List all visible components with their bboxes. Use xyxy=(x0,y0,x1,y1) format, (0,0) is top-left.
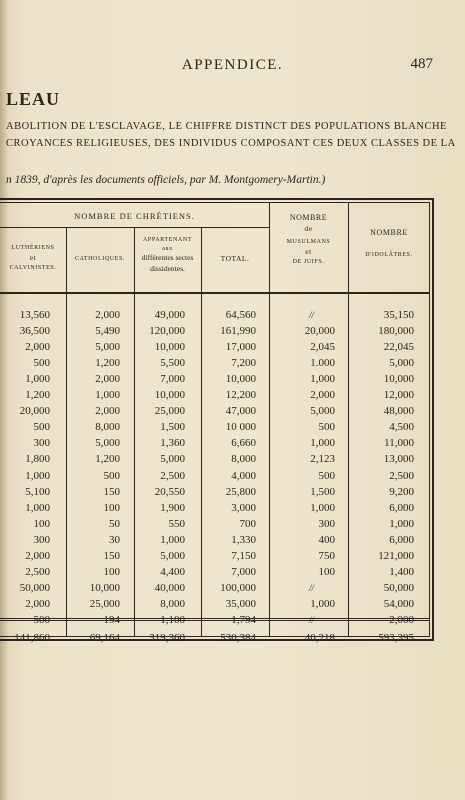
table-cell: 20,000 xyxy=(304,325,335,337)
source-line: n 1839, d'après les documents officiels, par M. Montgomery-Martin.) xyxy=(6,174,326,186)
header-lutheriens: LUTHÉRIENS et CALVINISTES. xyxy=(9,245,57,271)
table-cell: 300 xyxy=(318,518,335,530)
table-cell: 100 xyxy=(33,518,50,530)
table-cell: 2,000 xyxy=(95,309,120,321)
table-cell: 5,000 xyxy=(160,453,185,465)
table-cell: 2,000 xyxy=(95,373,120,385)
table-cell: 20,550 xyxy=(154,486,185,498)
header-catholiques: CATHOLIQUES. xyxy=(74,256,126,262)
table-cell: 12,200 xyxy=(225,389,256,401)
table-cell: 10,000 xyxy=(154,341,185,353)
table-cell: 500 xyxy=(33,421,50,433)
totals-top-rule-double xyxy=(0,620,430,621)
header-bottom-rule xyxy=(0,292,430,294)
table-cell: 300 xyxy=(33,437,50,449)
table-cell: 30 xyxy=(109,534,120,546)
table-cell: 100 xyxy=(318,566,335,578)
table-cell: 1,000 xyxy=(160,534,185,546)
table-cell: 500 xyxy=(318,421,335,433)
total-cell: 69,164 xyxy=(89,632,120,644)
table-cell: 50,000 xyxy=(19,582,50,594)
table-cell: 1,900 xyxy=(160,502,185,514)
table-cell: 2,500 xyxy=(389,470,414,482)
table-cell: 1,360 xyxy=(160,437,185,449)
table-cell: 2,000 xyxy=(389,614,414,626)
table-cell: // xyxy=(309,615,315,625)
table-cell: 100 xyxy=(103,502,120,514)
table-cell: 25,800 xyxy=(225,486,256,498)
table-cell: 2,000 xyxy=(25,550,50,562)
table-cell: 300 xyxy=(33,534,50,546)
header-total: TOTAL. xyxy=(220,254,250,263)
table-cell: 48,000 xyxy=(383,405,414,417)
table-cell: 11,000 xyxy=(384,437,414,449)
table-divider-christians xyxy=(269,203,270,637)
table-cell: 1,000 xyxy=(25,470,50,482)
table-cell: 25,000 xyxy=(89,598,120,610)
table-cell: 47,000 xyxy=(225,405,256,417)
table-cell: 550 xyxy=(168,518,185,530)
table-cell: 1,800 xyxy=(25,453,50,465)
table-cell: 1,794 xyxy=(231,614,256,626)
table-cell: 17,000 xyxy=(225,341,256,353)
table-cell: 2,500 xyxy=(160,470,185,482)
table-cell: 36,500 xyxy=(19,325,50,337)
table-cell: 1,000 xyxy=(25,373,50,385)
table-cell: 10,000 xyxy=(225,373,256,385)
page-number: 487 xyxy=(410,56,433,72)
table-cell: 100,000 xyxy=(220,582,256,594)
table-cell: 5,000 xyxy=(95,437,120,449)
table-cell: 10 000 xyxy=(225,421,256,433)
table-cell: 1,200 xyxy=(95,357,120,369)
table-cell: // xyxy=(309,583,315,593)
table-cell: 1,500 xyxy=(310,486,335,498)
table-cell: 150 xyxy=(103,486,120,498)
table-cell: 40,000 xyxy=(154,582,185,594)
table-cell: 6,000 xyxy=(389,502,414,514)
subtitle-line-2: CROYANCES RELIGIEUSES, DES INDIVIDUS COMPOSANT CES DEUX CLASSES DE LA xyxy=(6,138,456,149)
table-cell: 194 xyxy=(103,614,120,626)
total-cell: 40,218 xyxy=(304,632,335,644)
table-cell: 5,000 xyxy=(310,405,335,417)
table-cell: 1,500 xyxy=(160,421,185,433)
total-cell: 593,395 xyxy=(378,632,414,644)
table-cell: 7,200 xyxy=(231,357,256,369)
table-cell: 1,000 xyxy=(25,502,50,514)
totals-top-rule xyxy=(0,618,430,619)
table-cell: // xyxy=(309,310,315,320)
table-cell: 1,000 xyxy=(310,373,335,385)
table-cell: 2,000 xyxy=(25,598,50,610)
table-cell: 6,660 xyxy=(231,437,256,449)
table-cell: 2,045 xyxy=(310,341,335,353)
table-cell: 1.000 xyxy=(310,357,335,369)
table-cell: 2,000 xyxy=(25,341,50,353)
table-cell: 8,000 xyxy=(95,421,120,433)
table-cell: 1,330 xyxy=(231,534,256,546)
table-cell: 150 xyxy=(103,550,120,562)
table-cell: 6,000 xyxy=(389,534,414,546)
table-cell: 5,100 xyxy=(25,486,50,498)
header-sectes: APPARTENANT aux différentes sectes dissidentes. xyxy=(141,237,194,274)
table-cell: 7,150 xyxy=(231,550,256,562)
table-cell: 10,000 xyxy=(154,389,185,401)
table-cell: 20,000 xyxy=(19,405,50,417)
group-header-rule xyxy=(0,227,269,228)
table-cell: 750 xyxy=(318,550,335,562)
table-cell: 5,000 xyxy=(95,341,120,353)
header-christians: NOMBRE DE CHRÉTIENS. xyxy=(74,211,195,221)
total-cell: 319,360 xyxy=(149,632,185,644)
header-musulmans: NOMBRE de MUSULMANS et DE JUIFS. xyxy=(286,213,331,266)
table-cell: 7,000 xyxy=(231,566,256,578)
table-cell: 50,000 xyxy=(383,582,414,594)
table-divider-col2 xyxy=(134,228,135,637)
table-cell: 400 xyxy=(318,534,335,546)
table-cell: 1,200 xyxy=(25,389,50,401)
table-cell: 4,400 xyxy=(160,566,185,578)
table-cell: 35,000 xyxy=(225,598,256,610)
table-cell: 121,000 xyxy=(378,550,414,562)
table-cell: 5,500 xyxy=(160,357,185,369)
subtitle-line-1: ABOLITION DE L'ESCLAVAGE, LE CHIFFRE DISTINCT DES POPULATIONS BLANCHE xyxy=(6,121,447,132)
table-cell: 54,000 xyxy=(383,598,414,610)
table-cell: 8,000 xyxy=(231,453,256,465)
table-cell: 10,000 xyxy=(89,582,120,594)
table-cell: 9,200 xyxy=(389,486,414,498)
table-cell: 5,000 xyxy=(389,357,414,369)
table-cell: 2,000 xyxy=(310,389,335,401)
table-cell: 35,150 xyxy=(383,309,414,321)
table-cell: 2,000 xyxy=(95,405,120,417)
table-cell: 500 xyxy=(33,614,50,626)
table-cell: 2,123 xyxy=(310,453,335,465)
section-title: LEAU xyxy=(6,89,61,109)
table-cell: 8,000 xyxy=(160,598,185,610)
table-cell: 13,000 xyxy=(383,453,414,465)
table-cell: 2,500 xyxy=(25,566,50,578)
table-cell: 1,000 xyxy=(95,389,120,401)
table-cell: 1,000 xyxy=(310,502,335,514)
table-cell: 5,000 xyxy=(160,550,185,562)
table-cell: 64,560 xyxy=(225,309,256,321)
table-divider-col3 xyxy=(201,228,202,637)
table-cell: 180,000 xyxy=(378,325,414,337)
table-cell: 120,000 xyxy=(149,325,185,337)
table-cell: 4,000 xyxy=(231,470,256,482)
running-header: APPENDICE. xyxy=(181,57,284,73)
table-cell: 500 xyxy=(33,357,50,369)
table-cell: 161,990 xyxy=(220,325,256,337)
table-cell: 5,490 xyxy=(95,325,120,337)
table-cell: 49,000 xyxy=(154,309,185,321)
table-cell: 500 xyxy=(318,470,335,482)
total-cell: 141,860 xyxy=(14,632,50,644)
table-cell: 1,200 xyxy=(95,453,120,465)
table-cell: 3,000 xyxy=(231,502,256,514)
table-cell: 7,000 xyxy=(160,373,185,385)
table-cell: 4,500 xyxy=(389,421,414,433)
table-cell: 1,400 xyxy=(389,566,414,578)
table-cell: 1,000 xyxy=(310,437,335,449)
table-cell: 50 xyxy=(109,518,120,530)
table-divider-col1 xyxy=(66,228,67,637)
table-cell: 1,000 xyxy=(389,518,414,530)
table-cell: 22,045 xyxy=(383,341,414,353)
table-cell: 500 xyxy=(103,470,120,482)
table-cell: 13,560 xyxy=(19,309,50,321)
total-cell: 530,384 xyxy=(220,632,256,644)
table-cell: 10,000 xyxy=(383,373,414,385)
table-cell: 700 xyxy=(239,518,256,530)
table-cell: 100 xyxy=(103,566,120,578)
table-cell: 25,000 xyxy=(154,405,185,417)
table-cell: 1,000 xyxy=(310,598,335,610)
table-cell: 1,100 xyxy=(160,614,185,626)
table-divider-muslims xyxy=(348,203,349,637)
table-cell: 12,000 xyxy=(383,389,414,401)
header-idolatres: NOMBRE D'IDOLÂTRES. xyxy=(365,228,413,258)
